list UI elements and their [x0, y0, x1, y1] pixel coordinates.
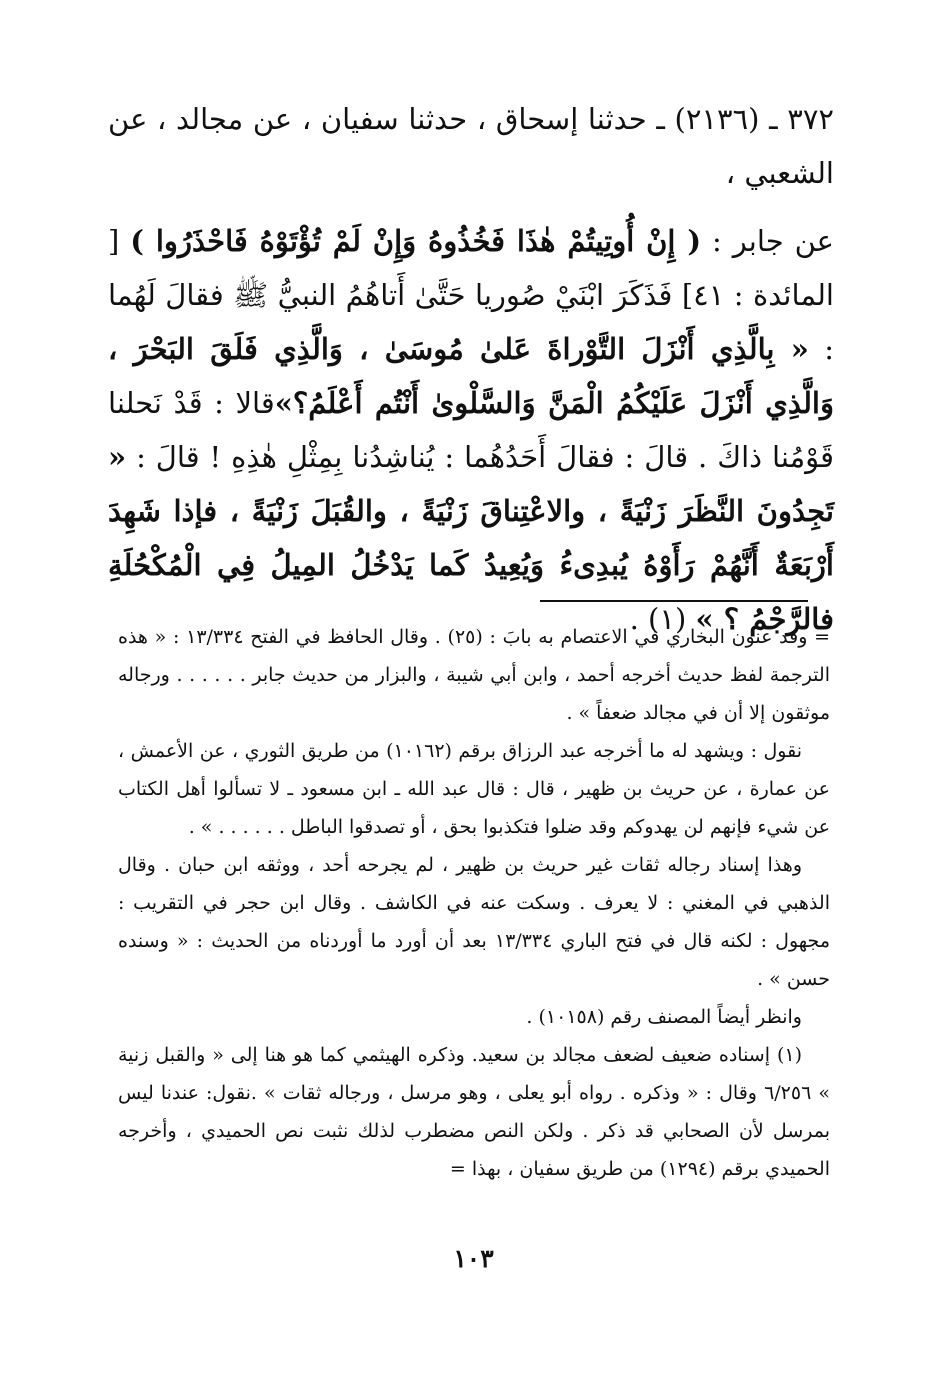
prophet-quote-2: « تَجِدُونَ النَّظَرَ زَنْيَةً ، والاعْتِناقَ زَنْيَةً ، والقُبَلَ زَنْيَةً ، فإذا شَهِدَ أَرْبَعَةٌ أَنَّهُمْ رَأَوْهُ يُبدِىءُ وَيُعِيدُ كَما يَدْخُلُ المِيلُ فِي الْمُكْحُلَةِ فالرَّجْمُ ؟ » — [108, 440, 834, 636]
footnote-paragraph: وانظر أيضاً المصنف رقم (١٠١٥٨) . — [526, 1006, 802, 1028]
narration-part-1: فَذَكَرَ ابْنَيْ صُوريا حَتَّىٰ أَتاهُمُ النبيُّ ﷺ فقالَ لَهُما : — [108, 278, 834, 366]
narration-part-2: قالا : قَدْ نَحلنا قَوْمُنا ذاكَ . قالَ : فقالَ أَحَدُهُما : يُناشِدُنا بِمِثْلِ هٰذِهِ ! قالَ : — [108, 386, 834, 474]
footnote-divider — [540, 600, 808, 602]
footnote-paragraph: = وقد عنون البخاري في الاعتصام به بابَ : (٢٥) . وقال الحافظ في الفتح ١٣/٣٣٤ : « هذه الترجمة لفظ حديث أخرجه أحمد ، وابن أبي شيبة ، والبزار من حديث جابر . . . . . . ورجاله موثقون إلا أن في مجالد ضعفاً » . — [118, 626, 831, 724]
page-number: ١٠٣ — [453, 1244, 494, 1273]
hadith-intro: عن جابر : — [701, 224, 834, 258]
hadith-block — [108, 92, 834, 646]
footnotes — [118, 618, 830, 1188]
footnote-paragraph: (١) إسناده ضعيف لضعف مجالد بن سعيد. وذكره الهيثمي كما هو هنا إلى « والقبل زنية » ٦/٢٥٦ وقال : « وذكره . رواه أبو يعلى ، وهو مرسل ، ورجاله ثقات » .نقول: عندنا ليس بمرسل لأن الصحابي قد ذكر . ولكن النص مضطرب لذلك نثبت نص الحميدي ، وأخرجه الحميدي برقم (١٢٩٤) من طريق سفيان ، بهذا = — [118, 1044, 830, 1180]
hadith-body — [108, 214, 834, 646]
footnote-paragraph: نقول : ويشهد له ما أخرجه عبد الرزاق برقم (١٠١٦٢) من طريق الثوري ، عن الأعمش ، عن عمارة ، عن حريث بن ظهير ، قال : قال عبد الله ـ ابن مسعود ـ لا تسألوا أهل الكتاب عن شيء فإنهم لن يهدوكم وقد ضلوا فتكذبوا بحق ، أو تصدقوا الباطل . . . . . . » . — [118, 740, 830, 838]
hadith-header: ٣٧٢ ـ (٢١٣٦) ـ حدثنا إسحاق ، حدثنا سفيان ، عن مجالد ، عن الشعبي ، — [108, 102, 835, 190]
prophet-quote-1: « بِالَّذِي أَنْزَلَ التَّوْراةَ عَلىٰ مُوسَىٰ ، وَالَّذِي فَلَقَ البَحْرَ ، وَالَّذِي أَنْزَلَ عَلَيْكُمُ الْمَنَّ وَالسَّلْوىٰ أَنْتُم أَعْلَمُ؟» — [108, 332, 834, 420]
footnote-paragraph: وهذا إسناد رجاله ثقات غير حريث بن ظهير ، لم يجرحه أحد ، ووثقه ابن حبان . وقال الذهبي في المغني : لا يعرف . وسكت عنه في الكاشف . وقال ابن حجر في التقريب : مجهول : لكنه قال في فتح الباري ١٣/٣٣٤ بعد أن أورد ما أوردناه من الحديث : « وسنده حسن » . — [118, 854, 830, 990]
verse-reference: [ المائدة : ٤١] — [108, 224, 834, 312]
footnote-marker: (١) . — [629, 602, 696, 636]
quran-verse: ( إِنْ أُوتِيتُمْ هٰذَا فَخُذُوهُ وَإِنْ لَمْ تُؤْتَوْهُ فَاحْذَرُوا ) — [130, 224, 702, 258]
